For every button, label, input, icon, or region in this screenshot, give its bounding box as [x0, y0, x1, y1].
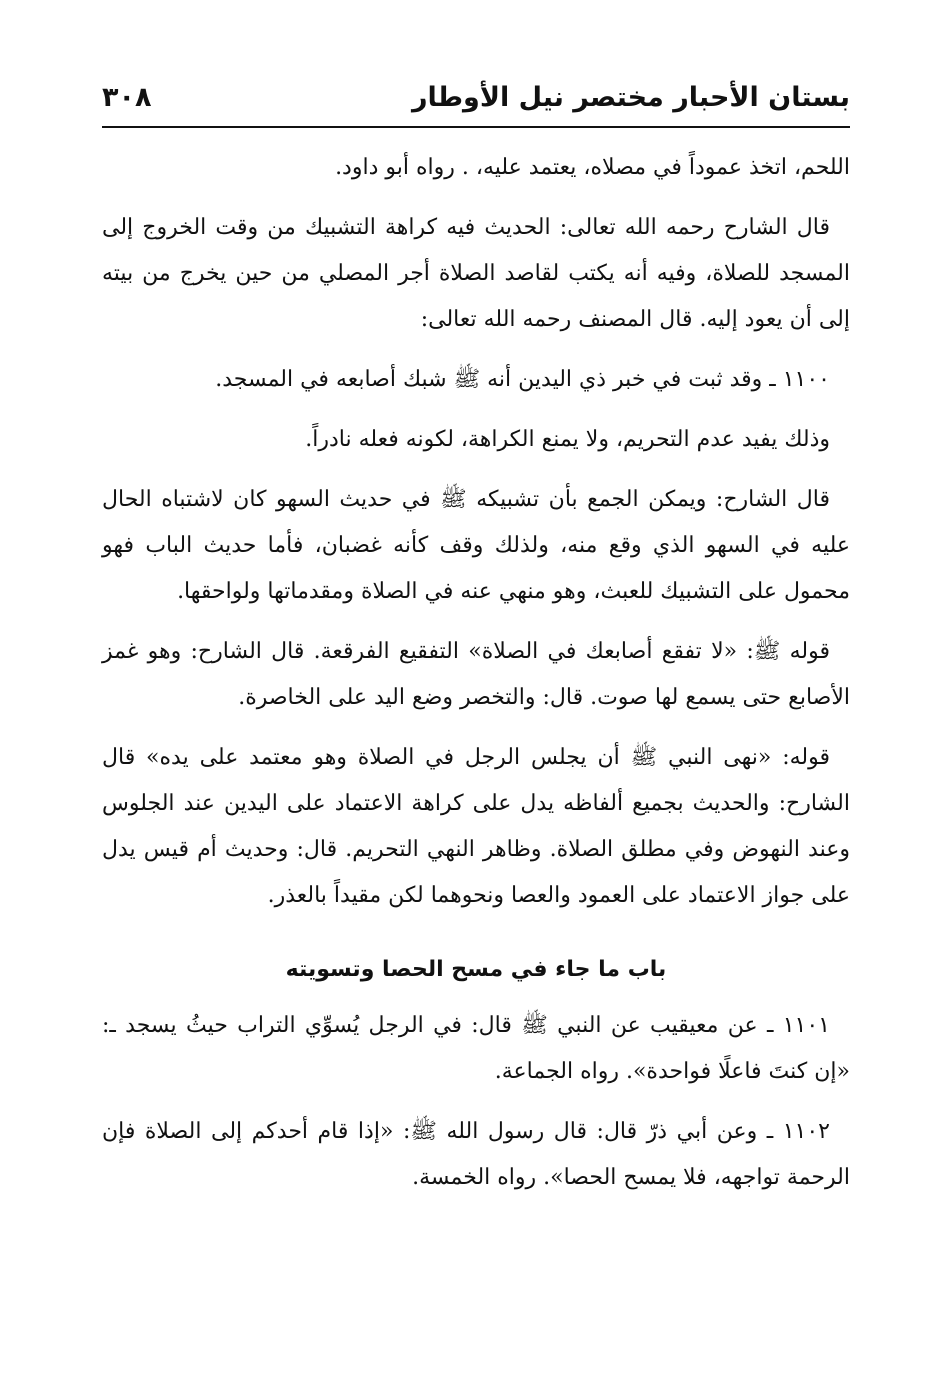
hadith-1100: ١١٠٠ ـ وقد ثبت في خبر ذي اليدين أنه ﷺ شبك أصابعه في المسجد.	[215, 367, 830, 392]
paragraph: قوله: «نهى النبي ﷺ أن يجلس الرجل في الصلاة وهو معتمد على يده» قال الشارح: والحديث بجميع ألفاظه يدل على كراهة الاعتماد على اليدين عند الجلوس وعند النهوض وفي مطلق الصلاة. وظاهر النهي التحريم. قال: وحديث أم قيس يدل على جواز الاعتماد على العمود والعصا ونحوهما لكن مقيداً بالعذر.	[102, 745, 850, 908]
section-heading: باب ما جاء في مسح الحصا وتسويته	[285, 957, 667, 982]
paragraph: قال الشارح: ويمكن الجمع بأن تشبيكه ﷺ في حديث السهو كان لاشتباه الحال عليه في السهو الذي وقع منه، ولذلك وقف كأنه غضبان، فأما حديث الباب فهو محمول على التشبيك للعبث، وهو منهي عنه في الصلاة ومقدماتها ولواحقها.	[102, 487, 850, 604]
hadith-1102: ١١٠٢ ـ وعن أبي ذرّ قال: قال رسول الله ﷺ: «إذا قام أحدكم إلى الصلاة فإن الرحمة تواجهه، فلا يمسح الحصا». رواه الخمسة.	[102, 1119, 850, 1190]
paragraph: قال الشارح رحمه الله تعالى: الحديث فيه كراهة التشبيك من وقت الخروج إلى المسجد للصلاة، وفيه أنه يكتب لقاصد الصلاة أجر المصلي من حين يخرج من بيته إلى أن يعود إليه. قال المصنف رحمه الله تعالى:	[102, 215, 850, 332]
paragraph: قوله ﷺ: «لا تفقع أصابعك في الصلاة» التفقيع الفرقعة. قال الشارح: وهو غمز الأصابع حتى يسمع لها صوت. قال: والتخصر وضع اليد على الخاصرة.	[102, 639, 850, 710]
paragraph-continuation: اللحم، اتخذ عموداً في مصلاه، يعتمد عليه، . رواه أبو داود.	[335, 155, 850, 180]
page-number: ٣٠٨	[102, 82, 152, 113]
paragraph: وذلك يفيد عدم التحريم، ولا يمنع الكراهة، لكونه فعله نادراً.	[305, 427, 830, 452]
page-header	[102, 70, 850, 128]
page-body	[102, 145, 850, 1215]
hadith-1101: ١١٠١ ـ عن معيقيب عن النبي ﷺ قال: في الرجل يُسوِّي التراب حيثُ يسجد ـ: «إن كنتَ فاعلًا فواحدة». رواه الجماعة.	[102, 1013, 850, 1084]
book-title: بستان الأحبار مختصر نيل الأوطار	[411, 82, 850, 113]
